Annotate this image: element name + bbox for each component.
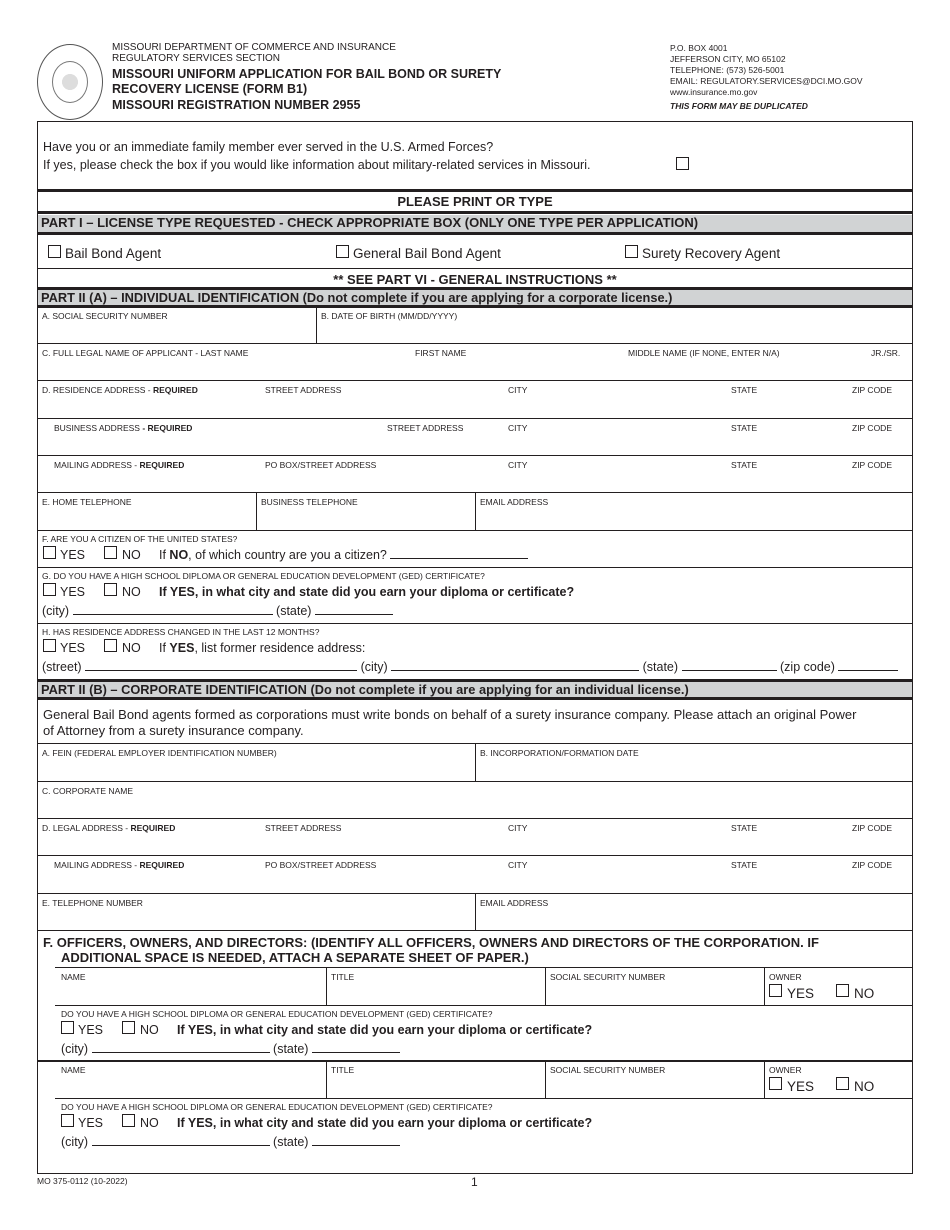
page-number: 1: [471, 1175, 478, 1189]
city-prompt: (city): [61, 1042, 89, 1056]
required-text: REQUIRED: [139, 860, 185, 870]
owner-yes-checkbox[interactable]: [769, 1077, 782, 1090]
home-telephone-label: E. HOME TELEPHONE: [42, 497, 132, 507]
form-number: MO 375-0112 (10-2022): [37, 1176, 128, 1186]
form-title-3: MISSOURI REGISTRATION NUMBER 2955: [112, 98, 361, 112]
required-text: REQUIRED: [153, 385, 198, 395]
residence-address-label: [42, 385, 198, 395]
officer-ged-city-row: [61, 1042, 400, 1057]
officer-ged-state-input[interactable]: [312, 1135, 400, 1146]
part2b-title: PART II (B) – CORPORATE IDENTIFICATION (Do not complete if you are applying for an individual license.): [38, 682, 912, 698]
state-label: STATE: [731, 423, 758, 433]
former-city-input[interactable]: [391, 660, 639, 671]
part1-title: PART I – LICENSE TYPE REQUESTED - CHECK APPROPRIATE BOX (ONLY ONE TYPE PER APPLICATION): [38, 215, 912, 232]
res-change-yes-checkbox[interactable]: [43, 639, 56, 652]
bail-bond-agent-checkbox[interactable]: [48, 245, 61, 258]
military-q1: Have you or an immediate family member ever served in the U.S. Armed Forces?: [43, 140, 494, 154]
zip-label: ZIP CODE: [852, 460, 892, 470]
officer-ged-no-checkbox[interactable]: [122, 1021, 135, 1034]
form-title-2: RECOVERY LICENSE (FORM B1): [112, 82, 308, 96]
corp-note-line1: General Bail Bond agents formed as corporations must write bonds on behalf of a surety insurance company. Please attach an original Power: [43, 707, 857, 722]
zip-label: ZIP CODE: [852, 385, 892, 395]
citizen-no-checkbox[interactable]: [104, 546, 117, 559]
yes-label: YES: [60, 641, 86, 655]
last-name-label: C. FULL LEGAL NAME OF APPLICANT - LAST NAME: [42, 348, 249, 358]
dob-label: B. DATE OF BIRTH (MM/DD/YYYY): [321, 311, 458, 321]
corp-note-line2: of Attorney from a surety insurance company.: [43, 723, 304, 738]
state-prompt: (state): [642, 660, 679, 674]
mailing-address-text: MAILING ADDRESS -: [54, 860, 140, 870]
pobox-label: PO BOX/STREET ADDRESS: [265, 860, 377, 870]
owner-no-checkbox[interactable]: [836, 1077, 849, 1090]
corporate-name-label: C. CORPORATE NAME: [42, 786, 133, 796]
city-label: CITY: [508, 860, 528, 870]
no-label: NO: [122, 585, 141, 599]
state-prompt: (state): [276, 604, 312, 618]
military-checkbox[interactable]: [676, 157, 689, 170]
print-or-type: PLEASE PRINT OR TYPE: [397, 194, 553, 209]
po-box: P.O. BOX 4001: [670, 43, 728, 53]
no-label: NO: [122, 548, 141, 562]
military-q2: If yes, please check the box if you would like information about military-related services in Missouri.: [43, 158, 591, 172]
website-link[interactable]: www.insurance.mo.gov: [670, 87, 758, 97]
country-input[interactable]: [390, 548, 528, 559]
officer-ged-city-input[interactable]: [92, 1135, 270, 1146]
owner-yes-checkbox[interactable]: [769, 984, 782, 997]
yes-label: YES: [78, 1023, 104, 1037]
city-label: CITY: [508, 823, 528, 833]
officer-ged-if-yes: If YES, in what city and state did you earn your diploma or certificate?: [177, 1023, 593, 1037]
no-label: NO: [854, 1079, 875, 1094]
officer-title-label: TITLE: [331, 1065, 355, 1075]
no-label: NO: [122, 641, 141, 655]
city-label: CITY: [508, 460, 528, 470]
telephone: TELEPHONE: (573) 526-5001: [670, 65, 785, 75]
citizen-country-prompt: [159, 548, 528, 563]
city-prompt: (city): [42, 604, 70, 618]
former-zip-input[interactable]: [838, 660, 898, 671]
officer-name-label: NAME: [61, 972, 86, 982]
state-prompt: (state): [273, 1135, 309, 1149]
state-seal-icon: [37, 44, 103, 120]
zip-prompt: (zip code): [780, 660, 835, 674]
ged-city-input[interactable]: [73, 604, 273, 615]
duplicate-note: THIS FORM MAY BE DUPLICATED: [670, 101, 808, 111]
no-bold: NO: [169, 548, 189, 562]
surety-recovery-agent-checkbox[interactable]: [625, 245, 638, 258]
officer-ssn-label: SOCIAL SECURITY NUMBER: [550, 972, 666, 982]
city-label: CITY: [508, 385, 528, 395]
zip-label: ZIP CODE: [852, 860, 892, 870]
no-label: NO: [140, 1023, 159, 1037]
business-telephone-label: BUSINESS TELEPHONE: [261, 497, 358, 507]
officer-ged-no-checkbox[interactable]: [122, 1114, 135, 1127]
form-title-1: MISSOURI UNIFORM APPLICATION FOR BAIL BOND OR SURETY: [112, 67, 502, 81]
business-address-text: BUSINESS ADDRESS: [54, 423, 143, 433]
first-name-label: FIRST NAME: [415, 348, 467, 358]
yes-label: YES: [78, 1116, 104, 1130]
officer-ged-if-yes: If YES, in what city and state did you earn your diploma or certificate?: [177, 1116, 593, 1130]
former-address-text: , list former residence address:: [194, 641, 366, 655]
mailing-address-label: [54, 460, 184, 470]
officers-heading-1: F. OFFICERS, OWNERS, AND DIRECTORS: (IDENTIFY ALL OFFICERS, OWNERS AND DIRECTORS OF THE CORPORATION. IF: [43, 935, 819, 950]
corp-telephone-label: E. TELEPHONE NUMBER: [42, 898, 143, 908]
officer-ged-city-input[interactable]: [92, 1042, 270, 1053]
general-bail-bond-agent-label: General Bail Bond Agent: [353, 246, 501, 261]
zip-label: ZIP CODE: [852, 823, 892, 833]
bail-bond-agent-label: Bail Bond Agent: [65, 246, 162, 261]
ged-no-checkbox[interactable]: [104, 583, 117, 596]
officer-owner-label: OWNER: [769, 1065, 802, 1075]
if-text: If: [159, 641, 170, 655]
citizen-yes-checkbox[interactable]: [43, 546, 56, 559]
owner-no-checkbox[interactable]: [836, 984, 849, 997]
required-text: REQUIRED: [130, 823, 176, 833]
address-city: JEFFERSON CITY, MO 65102: [670, 54, 786, 64]
officer-ged-yes-checkbox[interactable]: [61, 1114, 74, 1127]
ged-city-row: [42, 604, 393, 619]
officers-heading-2: ADDITIONAL SPACE IS NEEDED, ATTACH A SEPARATE SHEET OF PAPER.): [61, 950, 529, 965]
officer-ged-yes-checkbox[interactable]: [61, 1021, 74, 1034]
required-text: - REQUIRED: [142, 423, 193, 433]
residence-change-question: H. HAS RESIDENCE ADDRESS CHANGED IN THE LAST 12 MONTHS?: [42, 627, 320, 637]
business-address-label: [54, 423, 192, 433]
street-label: STREET ADDRESS: [265, 385, 342, 395]
former-address-row: [42, 660, 898, 675]
yes-bold: YES: [169, 641, 195, 655]
legal-address-text: D. LEGAL ADDRESS -: [42, 823, 131, 833]
suffix-label: JR./SR.: [871, 348, 901, 358]
city-prompt: (city): [360, 660, 388, 674]
residence-address-text: D. RESIDENCE ADDRESS -: [42, 385, 153, 395]
officer-name-label: NAME: [61, 1065, 86, 1075]
state-label: STATE: [731, 460, 758, 470]
yes-label: YES: [787, 1079, 815, 1094]
city-label: CITY: [508, 423, 528, 433]
required-text: REQUIRED: [139, 460, 185, 470]
res-change-no-checkbox[interactable]: [104, 639, 117, 652]
if-text: If: [159, 548, 170, 562]
officer-ged-question: DO YOU HAVE A HIGH SCHOOL DIPLOMA OR GENERAL EDUCATION DEVELOPMENT (GED) CERTIFICATE?: [61, 1102, 493, 1112]
mailing-address-text: MAILING ADDRESS -: [54, 460, 140, 470]
former-state-input[interactable]: [682, 660, 777, 671]
no-label: NO: [140, 1116, 159, 1130]
email: EMAIL: REGULATORY.SERVICES@DCI.MO.GOV: [670, 76, 863, 86]
ged-yes-checkbox[interactable]: [43, 583, 56, 596]
fein-label: A. FEIN (FEDERAL EMPLOYER IDENTIFICATION NUMBER): [42, 748, 277, 758]
surety-recovery-agent-label: Surety Recovery Agent: [642, 246, 781, 261]
state-label: STATE: [731, 823, 758, 833]
email-address-label: EMAIL ADDRESS: [480, 497, 549, 507]
see-part-vi: ** SEE PART VI - GENERAL INSTRUCTIONS **: [333, 272, 617, 287]
legal-address-label: [42, 823, 175, 833]
country-question: , of which country are you a citizen?: [188, 548, 387, 562]
former-address-prompt: [159, 641, 365, 656]
no-label: NO: [854, 986, 875, 1001]
state-label: STATE: [731, 860, 758, 870]
officer-ssn-label: SOCIAL SECURITY NUMBER: [550, 1065, 666, 1075]
officer-owner-label: OWNER: [769, 972, 802, 982]
ged-state-input[interactable]: [315, 604, 393, 615]
street-label: STREET ADDRESS: [265, 823, 342, 833]
ged-question: G. DO YOU HAVE A HIGH SCHOOL DIPLOMA OR GENERAL EDUCATION DEVELOPMENT (GED) CERTIFICATE?: [42, 571, 485, 581]
middle-name-label: MIDDLE NAME (IF NONE, ENTER N/A): [628, 348, 780, 358]
corp-mailing-address-label: [54, 860, 184, 870]
street-label: STREET ADDRESS: [387, 423, 464, 433]
yes-label: YES: [60, 548, 86, 562]
officer-ged-question: DO YOU HAVE A HIGH SCHOOL DIPLOMA OR GENERAL EDUCATION DEVELOPMENT (GED) CERTIFICATE?: [61, 1009, 493, 1019]
officer-ged-state-input[interactable]: [312, 1042, 400, 1053]
section-name: REGULATORY SERVICES SECTION: [112, 53, 281, 64]
ged-if-yes: If YES, in what city and state did you earn your diploma or certificate?: [159, 585, 575, 599]
pobox-label: PO BOX/STREET ADDRESS: [265, 460, 377, 470]
incorporation-date-label: B. INCORPORATION/FORMATION DATE: [480, 748, 639, 758]
state-label: STATE: [731, 385, 758, 395]
officer-title-label: TITLE: [331, 972, 355, 982]
yes-label: YES: [787, 986, 815, 1001]
dept-name: MISSOURI DEPARTMENT OF COMMERCE AND INSURANCE: [112, 42, 396, 53]
part2a-title: PART II (A) – INDIVIDUAL IDENTIFICATION (Do not complete if you are applying for a corporate license.): [38, 290, 912, 306]
yes-label: YES: [60, 585, 86, 599]
city-prompt: (city): [61, 1135, 89, 1149]
ssn-label: A. SOCIAL SECURITY NUMBER: [42, 311, 168, 321]
state-prompt: (state): [273, 1042, 309, 1056]
street-prompt: (street): [42, 660, 82, 674]
zip-label: ZIP CODE: [852, 423, 892, 433]
corp-email-label: EMAIL ADDRESS: [480, 898, 549, 908]
officer-ged-city-row: [61, 1135, 400, 1150]
former-street-input[interactable]: [85, 660, 357, 671]
general-bail-bond-agent-checkbox[interactable]: [336, 245, 349, 258]
citizen-question: F. ARE YOU A CITIZEN OF THE UNITED STATES?: [42, 534, 238, 544]
